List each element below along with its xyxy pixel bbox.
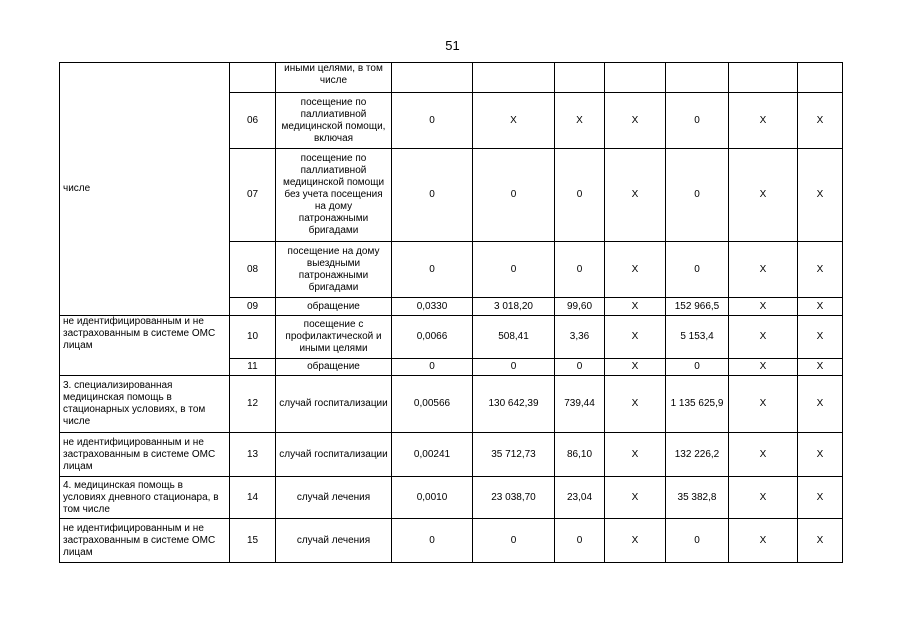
cell: X bbox=[605, 242, 666, 298]
cell: X bbox=[729, 93, 798, 149]
cell: 739,44 bbox=[555, 376, 605, 433]
cell: X bbox=[729, 149, 798, 242]
cell: 0,00566 bbox=[392, 376, 473, 433]
cell: 3 018,20 bbox=[473, 298, 555, 316]
cell: 132 226,2 bbox=[666, 433, 729, 477]
cell: X bbox=[729, 316, 798, 359]
cell bbox=[666, 63, 729, 93]
row-unit: случай лечения bbox=[276, 477, 392, 519]
cell: 0,0010 bbox=[392, 477, 473, 519]
row-unit: случай госпитализации bbox=[276, 376, 392, 433]
row-code: 08 bbox=[230, 242, 276, 298]
cell: 508,41 bbox=[473, 316, 555, 359]
cell: 0 bbox=[473, 359, 555, 376]
row-label: не идентифицированным и не застрахованным в системе ОМС лицам bbox=[60, 316, 230, 376]
cell: X bbox=[605, 93, 666, 149]
cell: X bbox=[729, 433, 798, 477]
cell: X bbox=[605, 149, 666, 242]
cell: 0 bbox=[666, 359, 729, 376]
row-code: 14 bbox=[230, 477, 276, 519]
cell: 0 bbox=[392, 149, 473, 242]
row-code: 11 bbox=[230, 359, 276, 376]
row-unit: случай лечения bbox=[276, 519, 392, 563]
cell: 35 712,73 bbox=[473, 433, 555, 477]
cell: 152 966,5 bbox=[666, 298, 729, 316]
cell: X bbox=[555, 93, 605, 149]
cell: X bbox=[605, 477, 666, 519]
cell: 3,36 bbox=[555, 316, 605, 359]
cell: 0 bbox=[666, 149, 729, 242]
row-unit: иными целями, в том числе bbox=[276, 63, 392, 93]
cell bbox=[473, 63, 555, 93]
cell: X bbox=[473, 93, 555, 149]
cell: X bbox=[605, 519, 666, 563]
row-code: 12 bbox=[230, 376, 276, 433]
cell: 99,60 bbox=[555, 298, 605, 316]
table-row bbox=[60, 477, 843, 519]
cell: 0 bbox=[392, 93, 473, 149]
cell: X bbox=[729, 242, 798, 298]
cell: 0 bbox=[666, 93, 729, 149]
cell: X bbox=[729, 477, 798, 519]
cell: X bbox=[798, 519, 843, 563]
cell: 0 bbox=[473, 519, 555, 563]
cell: 0,0330 bbox=[392, 298, 473, 316]
cell bbox=[555, 63, 605, 93]
cell: 5 153,4 bbox=[666, 316, 729, 359]
cell bbox=[392, 63, 473, 93]
row-code: 09 bbox=[230, 298, 276, 316]
row-unit: обращение bbox=[276, 298, 392, 316]
page-number: 51 bbox=[445, 38, 460, 53]
row-unit: посещение по паллиативной медицинской помощи, включая bbox=[276, 93, 392, 149]
cell: 0 bbox=[392, 242, 473, 298]
cell: X bbox=[729, 359, 798, 376]
row-code: 10 bbox=[230, 316, 276, 359]
cell bbox=[605, 63, 666, 93]
cell: X bbox=[798, 316, 843, 359]
cell: X bbox=[605, 316, 666, 359]
row-code: 15 bbox=[230, 519, 276, 563]
cell: 0 bbox=[666, 519, 729, 563]
cell: 0 bbox=[666, 242, 729, 298]
cell: 0 bbox=[392, 359, 473, 376]
cell: 0,0066 bbox=[392, 316, 473, 359]
cell: X bbox=[798, 242, 843, 298]
row-code bbox=[230, 63, 276, 93]
cell: X bbox=[798, 298, 843, 316]
cell: 130 642,39 bbox=[473, 376, 555, 433]
cell: X bbox=[729, 519, 798, 563]
row-code: 07 bbox=[230, 149, 276, 242]
table-row bbox=[60, 376, 843, 433]
cell: X bbox=[729, 376, 798, 433]
table-row bbox=[60, 316, 843, 359]
cell: 0 bbox=[555, 519, 605, 563]
cell: X bbox=[729, 298, 798, 316]
cell bbox=[798, 63, 843, 93]
cell: 1 135 625,9 bbox=[666, 376, 729, 433]
row-unit: случай госпитализации bbox=[276, 433, 392, 477]
cell: X bbox=[798, 477, 843, 519]
cell: X bbox=[798, 93, 843, 149]
cell: X bbox=[605, 359, 666, 376]
row-label: не идентифицированным и не застрахованным в системе ОМС лицам bbox=[60, 519, 230, 563]
cell: X bbox=[798, 376, 843, 433]
cell: 0 bbox=[555, 242, 605, 298]
row-code: 06 bbox=[230, 93, 276, 149]
cell: X bbox=[798, 359, 843, 376]
table-row bbox=[60, 433, 843, 477]
cell: 0 bbox=[555, 149, 605, 242]
row-unit: посещение по паллиативной медицинской помощи без учета посещения на дому патронажными бригадами bbox=[276, 149, 392, 242]
row-label: числе bbox=[60, 63, 230, 316]
cell: 0 bbox=[392, 519, 473, 563]
cell: 0,00241 bbox=[392, 433, 473, 477]
cell: X bbox=[798, 149, 843, 242]
row-unit: посещение на дому выездными патронажными бригадами bbox=[276, 242, 392, 298]
cell: X bbox=[605, 433, 666, 477]
cell: X bbox=[798, 433, 843, 477]
cell: 35 382,8 bbox=[666, 477, 729, 519]
table-row bbox=[60, 63, 843, 93]
row-label: не идентифицированным и не застрахованным в системе ОМС лицам bbox=[60, 433, 230, 477]
cell: 23 038,70 bbox=[473, 477, 555, 519]
row-label: 4. медицинская помощь в условиях дневного стационара, в том числе bbox=[60, 477, 230, 519]
row-unit: посещение с профилактической и иными целями bbox=[276, 316, 392, 359]
cell bbox=[729, 63, 798, 93]
row-label: 3. специализированная медицинская помощь в стационарных условиях, в том числе bbox=[60, 376, 230, 433]
cell: 0 bbox=[555, 359, 605, 376]
cell: X bbox=[605, 376, 666, 433]
cell: 0 bbox=[473, 242, 555, 298]
cell: 86,10 bbox=[555, 433, 605, 477]
data-table bbox=[59, 62, 843, 563]
cell: 0 bbox=[473, 149, 555, 242]
table-row bbox=[60, 519, 843, 563]
row-unit: обращение bbox=[276, 359, 392, 376]
cell: X bbox=[605, 298, 666, 316]
cell: 23,04 bbox=[555, 477, 605, 519]
row-code: 13 bbox=[230, 433, 276, 477]
